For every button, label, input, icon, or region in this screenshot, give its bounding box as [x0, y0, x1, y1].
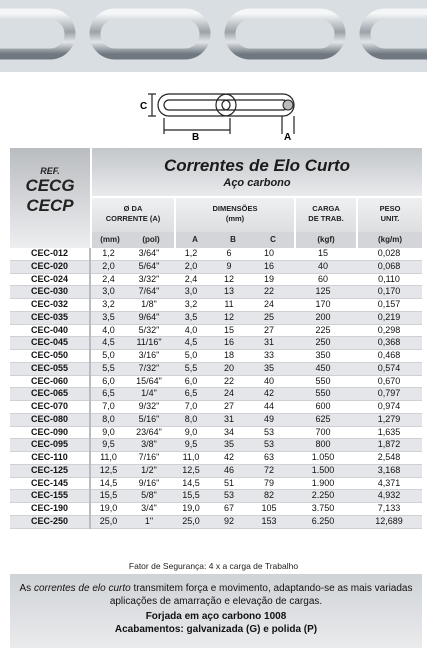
- table-row: [10, 311, 422, 324]
- cell-ref: CEC-024: [10, 273, 90, 286]
- cell-ref: CEC-065: [10, 388, 90, 401]
- cell-weight-kgm: 1,635: [356, 426, 422, 439]
- cell-dim-c: 79: [248, 477, 290, 490]
- description-italic: correntes de elo curto: [33, 583, 131, 594]
- cell-dim-b: 13: [210, 286, 248, 299]
- unit-a: A: [176, 232, 214, 248]
- group-dimensions-line1: DIMENSÕES: [212, 204, 258, 213]
- cell-dim-b: 27: [210, 401, 248, 414]
- cell-load-kgf: 60: [290, 273, 356, 286]
- cell-load-kgf: 600: [290, 401, 356, 414]
- cell-dim-a: 1,2: [172, 248, 210, 260]
- cell-ref: CEC-032: [10, 299, 90, 312]
- cell-diameter-mm: 4,0: [90, 324, 126, 337]
- label-b: B: [192, 132, 200, 140]
- cell-load-kgf: 1.500: [290, 464, 356, 477]
- cell-ref: CEC-055: [10, 362, 90, 375]
- cell-diameter-pol: 5/64": [126, 260, 172, 273]
- cell-weight-kgm: 0,170: [356, 286, 422, 299]
- cell-dim-b: 92: [210, 515, 248, 528]
- cell-dim-c: 105: [248, 503, 290, 516]
- cell-ref: CEC-095: [10, 439, 90, 452]
- cell-weight-kgm: 7,133: [356, 503, 422, 516]
- cell-ref: CEC-050: [10, 350, 90, 363]
- cell-load-kgf: 170: [290, 299, 356, 312]
- cell-ref: CEC-080: [10, 413, 90, 426]
- cell-diameter-mm: 8,0: [90, 413, 126, 426]
- ref-code-2: CECP: [26, 196, 74, 215]
- description-pre: As: [19, 583, 34, 594]
- cell-diameter-mm: 3,0: [90, 286, 126, 299]
- cell-load-kgf: 125: [290, 286, 356, 299]
- cell-diameter-pol: 1/8": [126, 299, 172, 312]
- cell-weight-kgm: 0,219: [356, 311, 422, 324]
- cell-diameter-mm: 4,5: [90, 337, 126, 350]
- description-box: [10, 574, 422, 648]
- cell-diameter-pol: 1/4": [126, 388, 172, 401]
- table-row: [10, 413, 422, 426]
- cell-dim-b: 12: [210, 273, 248, 286]
- unit-kgm: (kg/m): [358, 232, 422, 248]
- cell-dim-a: 19,0: [172, 503, 210, 516]
- cell-dim-b: 18: [210, 350, 248, 363]
- unit-b: B: [214, 232, 252, 248]
- cell-ref: CEC-155: [10, 490, 90, 503]
- cell-dim-a: 4,5: [172, 337, 210, 350]
- cell-weight-kgm: 0,110: [356, 273, 422, 286]
- cell-dim-c: 27: [248, 324, 290, 337]
- cell-diameter-pol: 1": [126, 515, 172, 528]
- table-row: [10, 362, 422, 375]
- cell-dim-a: 12,5: [172, 464, 210, 477]
- group-diameter-line2: CORRENTE (A): [105, 214, 161, 223]
- cell-load-kgf: 1.900: [290, 477, 356, 490]
- cell-diameter-pol: 3/32": [126, 273, 172, 286]
- cell-diameter-pol: 7/64": [126, 286, 172, 299]
- cell-load-kgf: 6.250: [290, 515, 356, 528]
- cell-load-kgf: 250: [290, 337, 356, 350]
- cell-dim-b: 67: [210, 503, 248, 516]
- cell-diameter-mm: 2,4: [90, 273, 126, 286]
- cell-load-kgf: 350: [290, 350, 356, 363]
- unit-c: C: [252, 232, 294, 248]
- cell-load-kgf: 2.250: [290, 490, 356, 503]
- cell-dim-b: 34: [210, 426, 248, 439]
- cell-load-kgf: 15: [290, 248, 356, 260]
- cell-ref: CEC-020: [10, 260, 90, 273]
- cell-dim-c: 49: [248, 413, 290, 426]
- group-dimensions: [176, 198, 294, 232]
- cell-weight-kgm: 1,279: [356, 413, 422, 426]
- material-line: Forjada em aço carbono 1008: [145, 611, 287, 622]
- cell-load-kgf: 3.750: [290, 503, 356, 516]
- cell-diameter-pol: 3/16": [126, 350, 172, 363]
- cell-dim-a: 6,5: [172, 388, 210, 401]
- cell-dim-a: 2,4: [172, 273, 210, 286]
- cell-diameter-pol: 7/16": [126, 452, 172, 465]
- safety-footnote: Fator de Segurança: 4 x a carga de Trabalho: [128, 561, 299, 571]
- cell-dim-a: 5,5: [172, 362, 210, 375]
- unit-kgf: (kgf): [296, 232, 356, 248]
- table-row: [10, 426, 422, 439]
- group-weight: [358, 198, 422, 232]
- cell-dim-b: 35: [210, 439, 248, 452]
- cell-ref: CEC-070: [10, 401, 90, 414]
- group-load-line2: DE TRAB.: [308, 214, 344, 223]
- cell-weight-kgm: 0,157: [356, 299, 422, 312]
- cell-dim-c: 63: [248, 452, 290, 465]
- cell-dim-b: 53: [210, 490, 248, 503]
- cell-diameter-mm: 14,5: [90, 477, 126, 490]
- cell-weight-kgm: 2,548: [356, 452, 422, 465]
- data-table: [10, 248, 422, 529]
- table-row: [10, 388, 422, 401]
- cell-diameter-pol: 5/32": [126, 324, 172, 337]
- ref-label: REF.: [40, 166, 60, 176]
- cell-diameter-mm: 1,2: [90, 248, 126, 260]
- cell-dim-a: 3,5: [172, 311, 210, 324]
- cell-diameter-mm: 12,5: [90, 464, 126, 477]
- cell-load-kgf: 700: [290, 426, 356, 439]
- cell-diameter-pol: 3/64": [126, 248, 172, 260]
- table-row: [10, 515, 422, 528]
- group-diameter-line1: Ø DA: [123, 204, 143, 213]
- cell-dim-a: 9,0: [172, 426, 210, 439]
- cell-weight-kgm: 0,068: [356, 260, 422, 273]
- group-load: [296, 198, 356, 232]
- cell-dim-c: 16: [248, 260, 290, 273]
- table-row: [10, 273, 422, 286]
- cell-ref: CEC-045: [10, 337, 90, 350]
- cell-dim-a: 3,2: [172, 299, 210, 312]
- cell-dim-b: 22: [210, 375, 248, 388]
- cell-weight-kgm: 0,574: [356, 362, 422, 375]
- cell-dim-a: 11,0: [172, 452, 210, 465]
- cell-dim-c: 25: [248, 311, 290, 324]
- finish-line: Acabamentos: galvanizada (G) e polida (P): [114, 624, 318, 635]
- cell-load-kgf: 225: [290, 324, 356, 337]
- cell-diameter-mm: 25,0: [90, 515, 126, 528]
- table-header: [10, 148, 422, 248]
- cell-diameter-pol: 3/4": [126, 503, 172, 516]
- cell-dim-a: 9,5: [172, 439, 210, 452]
- table-row: [10, 439, 422, 452]
- cell-diameter-mm: 7,0: [90, 401, 126, 414]
- cell-dim-a: 2,0: [172, 260, 210, 273]
- cell-diameter-pol: 9/64": [126, 311, 172, 324]
- product-title: Correntes de Elo Curto: [163, 156, 351, 175]
- table-row: [10, 286, 422, 299]
- cell-dim-b: 11: [210, 299, 248, 312]
- cell-dim-b: 46: [210, 464, 248, 477]
- cell-load-kgf: 550: [290, 375, 356, 388]
- cell-diameter-pol: 9/16": [126, 477, 172, 490]
- spec-table: [10, 148, 422, 529]
- cell-dim-c: 153: [248, 515, 290, 528]
- cell-dim-a: 3,0: [172, 286, 210, 299]
- cell-weight-kgm: 0,368: [356, 337, 422, 350]
- cell-dim-b: 9: [210, 260, 248, 273]
- table-row: [10, 490, 422, 503]
- cell-dim-c: 19: [248, 273, 290, 286]
- cell-diameter-mm: 5,5: [90, 362, 126, 375]
- cell-dim-c: 22: [248, 286, 290, 299]
- cell-weight-kgm: 3,168: [356, 464, 422, 477]
- cell-diameter-pol: 15/64": [126, 375, 172, 388]
- cell-weight-kgm: 12,689: [356, 515, 422, 528]
- cell-dim-c: 31: [248, 337, 290, 350]
- cell-load-kgf: 800: [290, 439, 356, 452]
- cell-diameter-pol: 7/32": [126, 362, 172, 375]
- cell-weight-kgm: 4,371: [356, 477, 422, 490]
- cell-dim-c: 10: [248, 248, 290, 260]
- cell-diameter-mm: 15,5: [90, 490, 126, 503]
- chain-link-drawing: [118, 84, 308, 140]
- table-row: [10, 401, 422, 414]
- cell-diameter-mm: 9,5: [90, 439, 126, 452]
- group-weight-line1: PESO: [379, 204, 401, 213]
- cell-ref: CEC-250: [10, 515, 90, 528]
- cell-diameter-mm: 9,0: [90, 426, 126, 439]
- cell-weight-kgm: 0,974: [356, 401, 422, 414]
- cell-weight-kgm: 0,797: [356, 388, 422, 401]
- cell-diameter-mm: 3,5: [90, 311, 126, 324]
- cell-dim-c: 82: [248, 490, 290, 503]
- cell-diameter-mm: 11,0: [90, 452, 126, 465]
- table-row: [10, 464, 422, 477]
- cell-diameter-mm: 5,0: [90, 350, 126, 363]
- cell-dim-a: 15,5: [172, 490, 210, 503]
- description-post: transmitem força e movimento, adaptando-se as mais variadas aplicações de amarração e elevação de cargas.: [109, 583, 413, 607]
- table-row: [10, 248, 422, 260]
- cell-diameter-pol: 9/32": [126, 401, 172, 414]
- table-row: [10, 350, 422, 363]
- table-row: [10, 452, 422, 465]
- table-row: [10, 299, 422, 312]
- cell-diameter-pol: 1/2": [126, 464, 172, 477]
- cell-dim-b: 51: [210, 477, 248, 490]
- cell-dim-c: 40: [248, 375, 290, 388]
- cell-load-kgf: 625: [290, 413, 356, 426]
- cell-diameter-pol: 23/64": [126, 426, 172, 439]
- unit-mm: (mm): [92, 232, 128, 248]
- cell-dim-c: 44: [248, 401, 290, 414]
- cell-ref: CEC-110: [10, 452, 90, 465]
- table-row: [10, 324, 422, 337]
- table-row: [10, 503, 422, 516]
- cell-dim-c: 53: [248, 439, 290, 452]
- cell-dim-c: 72: [248, 464, 290, 477]
- cell-dim-c: 35: [248, 362, 290, 375]
- label-c: C: [140, 101, 148, 112]
- cell-ref: CEC-040: [10, 324, 90, 337]
- unit-pol: (pol): [128, 232, 174, 248]
- cell-load-kgf: 200: [290, 311, 356, 324]
- product-subtitle: Aço carbono: [223, 177, 291, 189]
- group-weight-line2: UNIT.: [380, 214, 400, 223]
- cell-diameter-pol: 11/16": [126, 337, 172, 350]
- cell-ref: CEC-035: [10, 311, 90, 324]
- cell-ref: CEC-012: [10, 248, 90, 260]
- cell-diameter-pol: 5/8": [126, 490, 172, 503]
- table-row: [10, 337, 422, 350]
- cell-dim-a: 4,0: [172, 324, 210, 337]
- cell-load-kgf: 550: [290, 388, 356, 401]
- cell-ref: CEC-125: [10, 464, 90, 477]
- cell-diameter-pol: 5/16": [126, 413, 172, 426]
- cell-diameter-mm: 2,0: [90, 260, 126, 273]
- group-diameter: [92, 198, 174, 232]
- cell-diameter-mm: 6,0: [90, 375, 126, 388]
- cell-diameter-mm: 3,2: [90, 299, 126, 312]
- cell-dim-a: 5,0: [172, 350, 210, 363]
- cell-dim-b: 20: [210, 362, 248, 375]
- cell-dim-a: 8,0: [172, 413, 210, 426]
- table-row: [10, 477, 422, 490]
- cell-dim-b: 12: [210, 311, 248, 324]
- cell-dim-b: 42: [210, 452, 248, 465]
- cell-ref: CEC-145: [10, 477, 90, 490]
- ref-code-1: CECG: [25, 176, 75, 195]
- group-dimensions-line2: (mm): [225, 214, 245, 223]
- cell-dim-c: 24: [248, 299, 290, 312]
- cell-dim-a: 6,0: [172, 375, 210, 388]
- cell-dim-b: 24: [210, 388, 248, 401]
- cell-ref: CEC-060: [10, 375, 90, 388]
- description-text: [10, 582, 422, 608]
- cell-dim-c: 53: [248, 426, 290, 439]
- cell-dim-c: 42: [248, 388, 290, 401]
- chain-photo: [0, 0, 427, 72]
- cell-load-kgf: 40: [290, 260, 356, 273]
- cell-weight-kgm: 0,298: [356, 324, 422, 337]
- title-banner: [92, 148, 422, 196]
- cell-dim-a: 7,0: [172, 401, 210, 414]
- cell-dim-b: 6: [210, 248, 248, 260]
- cell-weight-kgm: 0,028: [356, 248, 422, 260]
- cell-diameter-pol: 3/8": [126, 439, 172, 452]
- cell-dim-b: 16: [210, 337, 248, 350]
- cell-dim-a: 25,0: [172, 515, 210, 528]
- ref-header: [10, 148, 90, 248]
- table-row: [10, 375, 422, 388]
- cell-load-kgf: 1.050: [290, 452, 356, 465]
- cell-ref: CEC-190: [10, 503, 90, 516]
- cell-diameter-mm: 19,0: [90, 503, 126, 516]
- cell-dim-b: 15: [210, 324, 248, 337]
- table-row: [10, 260, 422, 273]
- cell-dim-a: 14,5: [172, 477, 210, 490]
- cell-diameter-mm: 6,5: [90, 388, 126, 401]
- cell-load-kgf: 450: [290, 362, 356, 375]
- label-a: A: [284, 132, 292, 140]
- cell-weight-kgm: 4,932: [356, 490, 422, 503]
- cell-ref: CEC-090: [10, 426, 90, 439]
- group-load-line1: CARGA: [312, 204, 340, 213]
- cell-weight-kgm: 0,670: [356, 375, 422, 388]
- cell-dim-c: 33: [248, 350, 290, 363]
- cell-ref: CEC-030: [10, 286, 90, 299]
- cell-weight-kgm: 1,872: [356, 439, 422, 452]
- cell-dim-b: 31: [210, 413, 248, 426]
- cell-weight-kgm: 0,468: [356, 350, 422, 363]
